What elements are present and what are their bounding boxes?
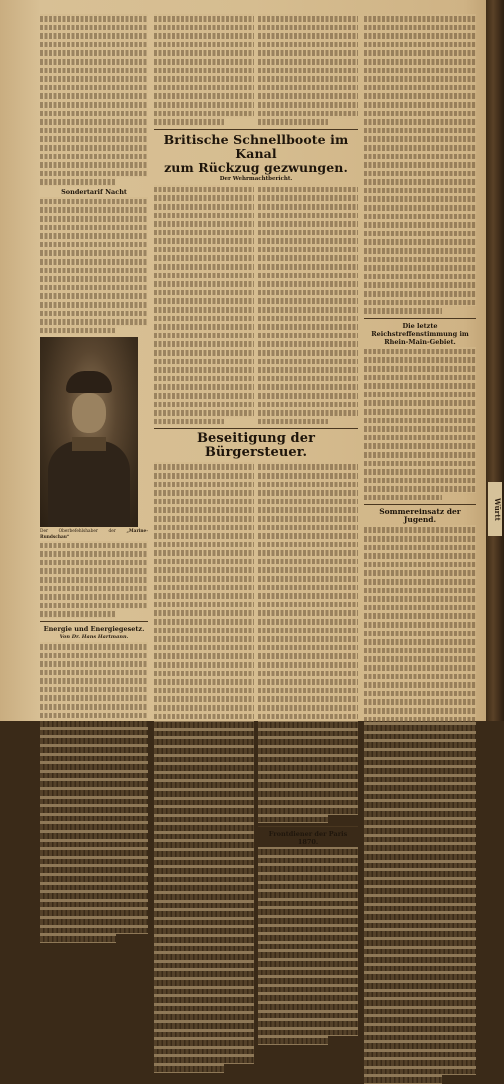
headline-buergersteuer: Beseitigung der Bürgersteuer. [196, 431, 316, 461]
article-title-sommereinsatz: Sommereinsatz der Jugend. [379, 507, 461, 525]
article-title-energie: Energie und Energiegesetz. [43, 624, 145, 633]
headline-line2: zum Rückzug gezwungen. [164, 159, 348, 175]
article-title-reichstreffen: Die letzte Reichstreffenstimmung im Rhein-Main-Gebiet. [371, 321, 469, 346]
article-title-frontdiener: Frontdiener der Paris 1870. [268, 830, 348, 847]
article-title-sondertarif: Sondertarif Nacht [61, 187, 127, 196]
photo-caption-prefix: Der Oberbefehlshaber der [40, 529, 116, 535]
column-left [40, 14, 148, 943]
article-byline-energie: Von Dr. Hans Hartmann. [59, 633, 129, 640]
officer-portrait-photo [40, 337, 138, 527]
column-right [364, 14, 476, 1084]
column-middle [154, 14, 358, 1073]
photo-caption-bold: „Marine-Rundschau“ [40, 529, 148, 540]
photo-caption [40, 529, 148, 540]
headline-line1: Britische Schnellboote im Kanal [163, 131, 349, 161]
headline-sub: Der Wehrmachtbericht. [219, 175, 293, 182]
page-edge-binding [486, 0, 504, 721]
adjacent-page-tab: Württ [488, 482, 502, 536]
